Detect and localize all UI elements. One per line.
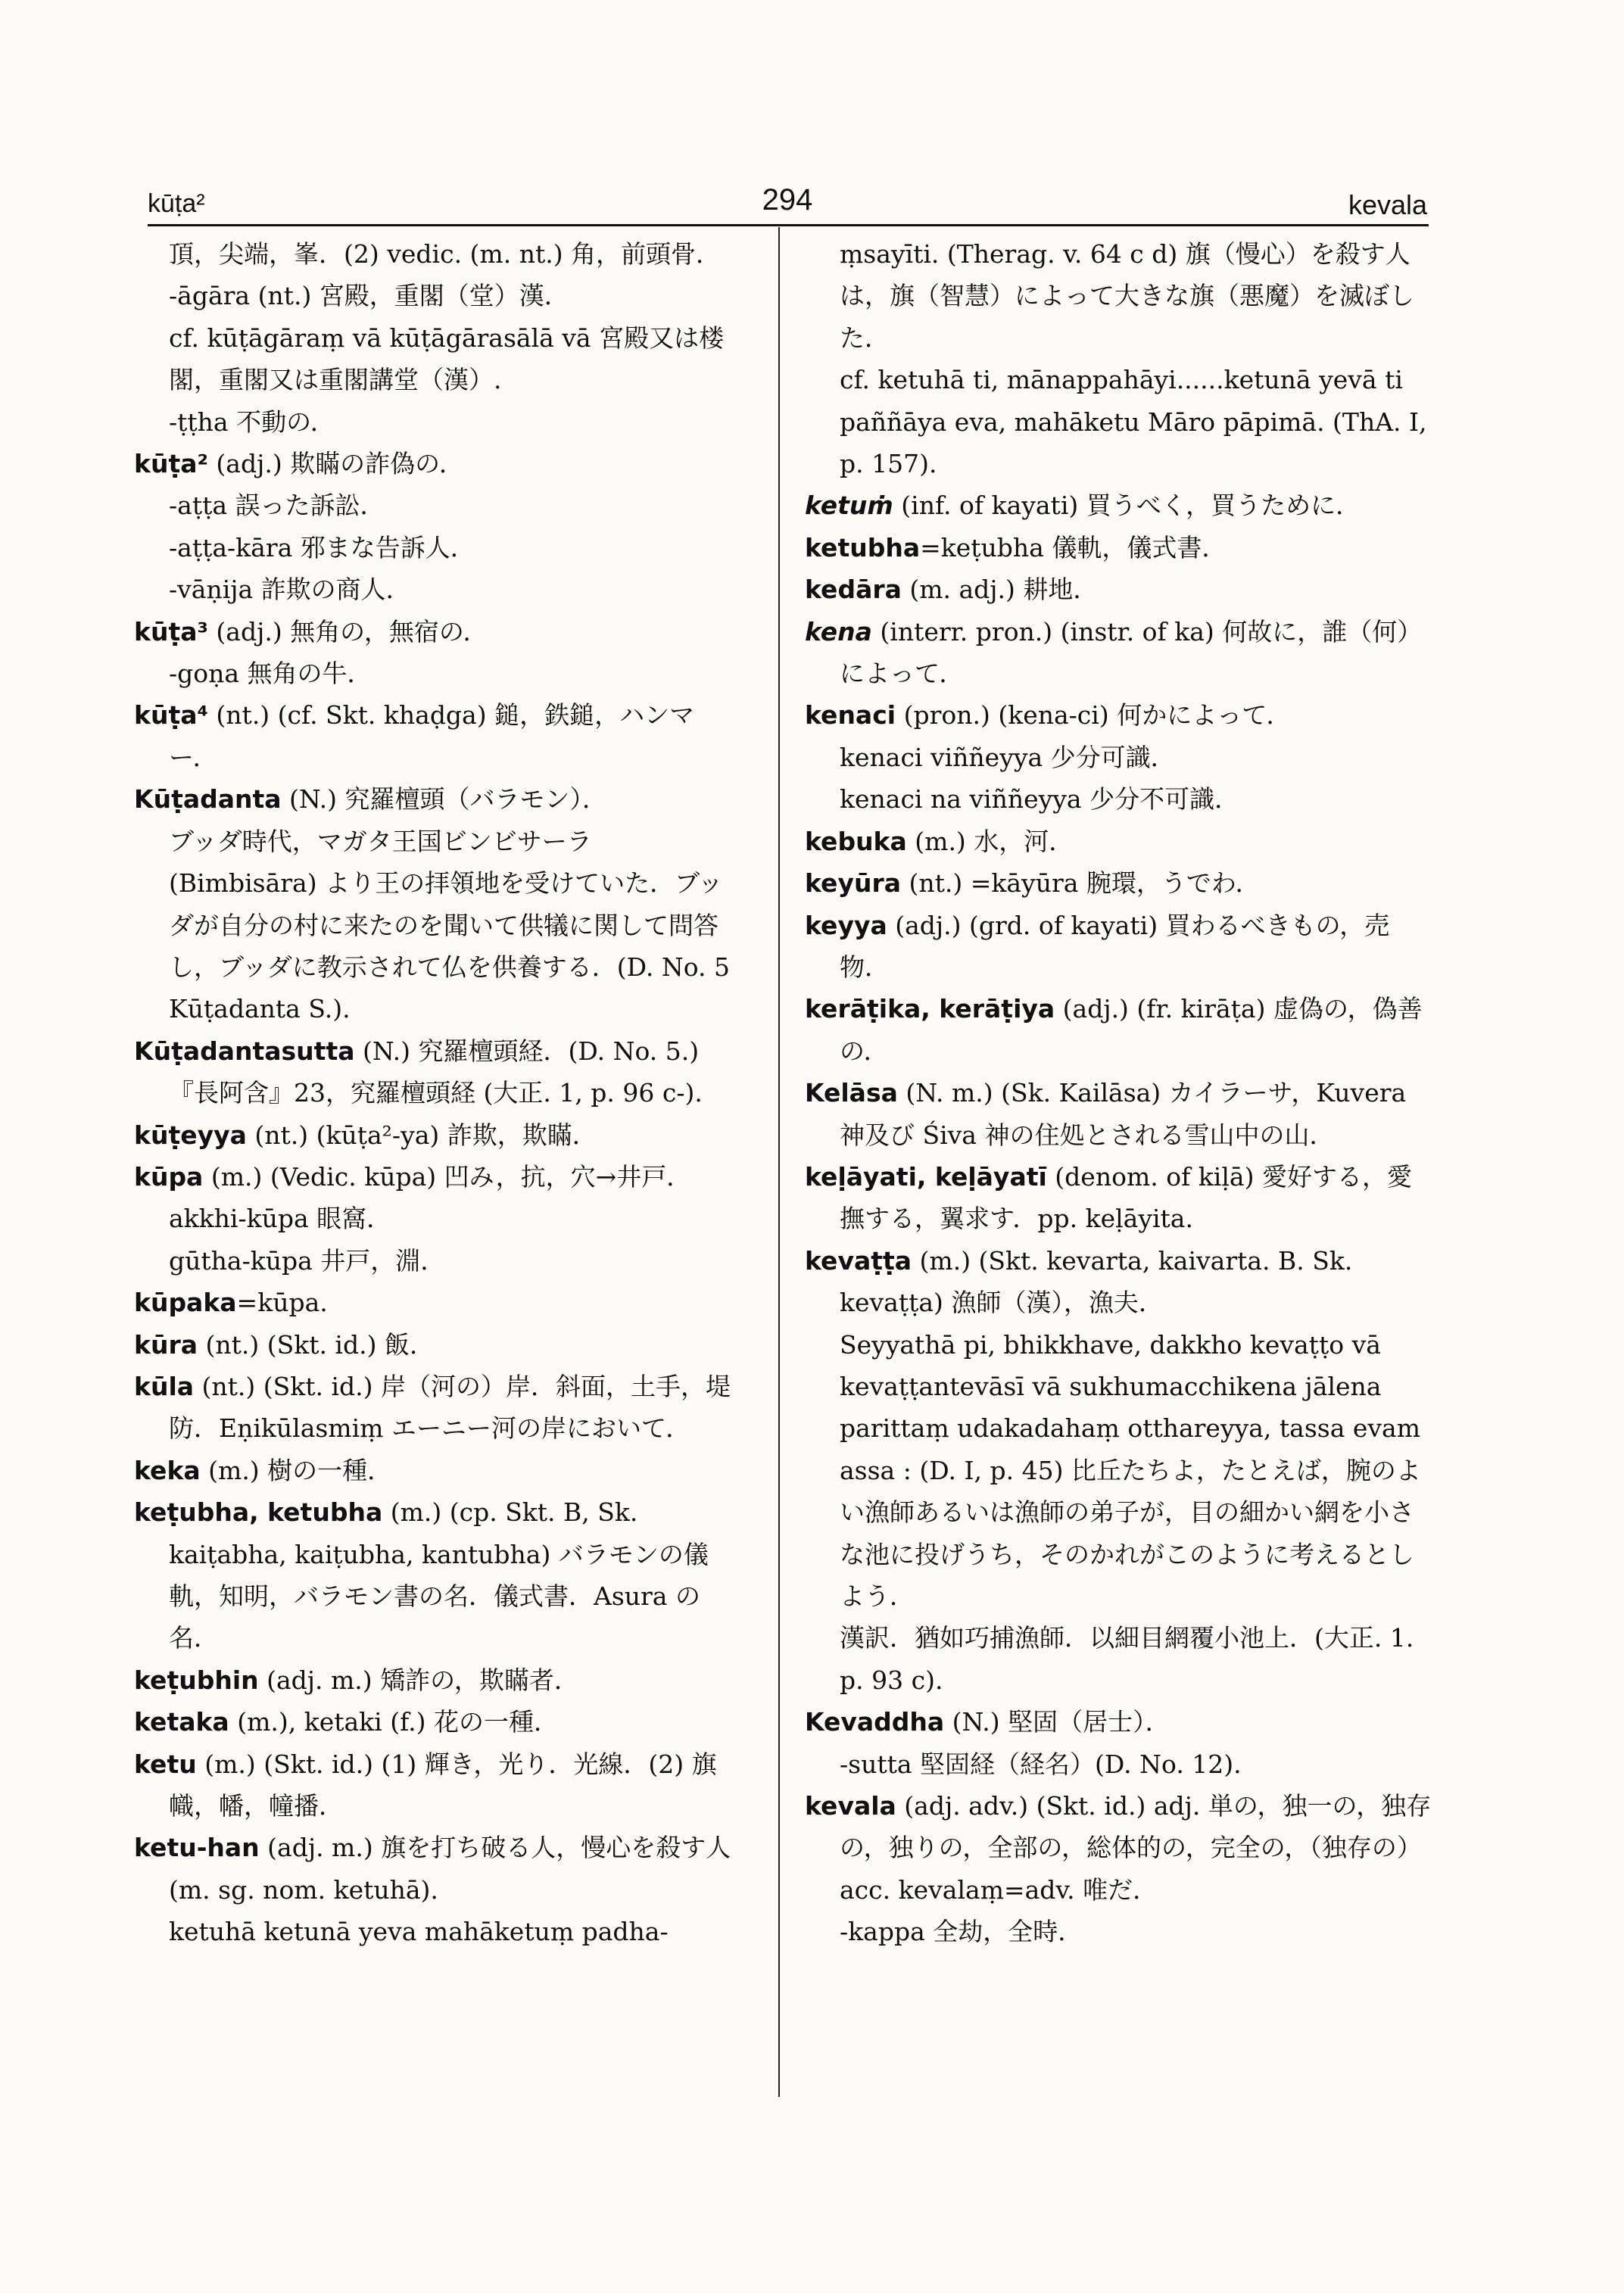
- entry-definition: (m.) 樹の一種．: [200, 1455, 393, 1485]
- entry-definition: (inf. of kayati) 買うべく，買うために．: [893, 491, 1361, 521]
- entry-headword: ketu: [134, 1749, 197, 1779]
- entry-definition: (N.) 究羅檀頭（バラモン）．: [281, 784, 608, 815]
- entry-definition: (nt.) (Skt. id.) 飯．: [197, 1329, 435, 1360]
- dictionary-entry: [805, 569, 1433, 610]
- entry-headword: keyya: [805, 910, 887, 940]
- dictionary-entry: [134, 1827, 740, 1911]
- entry-definition: (adj. m.) 矯詐の，欺瞞者．: [258, 1665, 579, 1695]
- header-right-guide-word: kevala: [1348, 189, 1427, 220]
- dictionary-entry: [805, 905, 1433, 989]
- entry-headword: ketubha: [805, 532, 921, 562]
- entry-headword: kūṭeyya: [134, 1120, 247, 1150]
- sub-entry: -kappa 全劫，全時．: [840, 1917, 1083, 1947]
- dictionary-entry: [134, 1156, 740, 1198]
- entry-definition: =keṭubha 儀軌，儀式書．: [920, 532, 1227, 562]
- entry-definition: (m.) 水，河．: [906, 826, 1074, 856]
- entry-definition: (N.) 堅固（居士）．: [944, 1707, 1170, 1737]
- sub-entry: -sutta 堅固経（経名）(D. No. 12).: [840, 1749, 1242, 1779]
- dictionary-entry: [805, 527, 1433, 569]
- dictionary-entry: [134, 1366, 740, 1450]
- entry-definition: (N.) 究羅檀頭経．(D. No. 5.)『長阿含』23，究羅檀頭経 (大正. 1, p. 96 c-).: [169, 1036, 703, 1108]
- entry-headword: kedāra: [805, 575, 902, 605]
- sub-entry: kenaci na viññeyya 少分不可識．: [840, 784, 1240, 815]
- entry-definition: (adj.) (grd. of kayati) 買わるべきもの，売物．: [840, 910, 1390, 982]
- entry-definition: (adj. adv.) (Skt. id.) adj. 単の，独一の，独存の，独りの，全部の，総体的の，完全の，（独存の）acc. kevalaṃ=adv. 唯だ．: [840, 1791, 1432, 1905]
- entry-definition: (m.) (Skt. id.) (1) 輝き，光り．光線．(2) 旗幟，幡，幢播．: [169, 1749, 717, 1821]
- dictionary-entry: [805, 1701, 1433, 1743]
- dictionary-entry: [134, 694, 740, 778]
- sub-entry: -aṭṭa-kāra 邪まな告訴人．: [169, 532, 475, 562]
- entry-headword: kūpa: [134, 1161, 204, 1192]
- entry-continuation: ブッダ時代，マガタ王国ビンビサーラ (Bimbisāra) より王の拝領地を受けていた．ブッダが自分の村に来たのを聞いて供犠に関して問答し，ブッダに教示されて仏を供養する．(D. No. 5 Kūṭadanta S.).: [169, 826, 730, 1024]
- entry-continuation: Seyyathā pi, bhikkhave, dakkho kevaṭṭo vā kevaṭṭantevāsī vā sukhumacchikena jālena parittaṃ udakadahaṃ otthareyya, tassa evam assa : (D. I, p. 45) 比丘たちよ，たとえば，腕のよい漁師あるいは漁師の弟子が，目の細かい網を小さな池に投げうち，そのかれがこのように考えるとしよう．: [840, 1329, 1421, 1611]
- sub-entry: gūtha-kūpa 井戸，淵．: [169, 1245, 446, 1276]
- dictionary-entry: [134, 611, 740, 653]
- entry-definition: (pron.) (kena-ci) 何かによって．: [896, 700, 1292, 731]
- entry-headword: kūṭa⁴: [134, 700, 208, 731]
- entry-headword: kena: [805, 616, 872, 646]
- dictionary-entry: [134, 778, 740, 820]
- entry-headword: kūṭa³: [134, 616, 208, 646]
- entry-definition: (interr. pron.) (instr. of ka) 何故に，誰（何）によって．: [840, 616, 1423, 689]
- dictionary-entry: [805, 1785, 1433, 1911]
- dictionary-entry: [805, 821, 1433, 862]
- sub-entry: -aṭṭa 誤った訴訟．: [169, 491, 385, 521]
- dictionary-entry: [134, 1701, 740, 1743]
- entry-headword: ketuṁ: [805, 491, 893, 521]
- dictionary-entry: [134, 1659, 740, 1701]
- dictionary-entry: [805, 988, 1433, 1072]
- entry-headword: kevaṭṭa: [805, 1245, 912, 1276]
- entry-definition: (adj.) (fr. kirāṭa) 虚偽の，偽善の．: [840, 994, 1423, 1066]
- entry-definition: (nt.) (cf. Skt. khaḍga) 鎚，鉄鎚，ハンマー．: [169, 700, 695, 772]
- entry-definition: (adj.) 欺瞞の詐偽の．: [207, 449, 464, 479]
- entry-definition: (m.) (cp. Skt. B, Sk. kaiṭabha, kaiṭubha, kantubha) バラモンの儀軌，知明，バラモン書の名．儀式書．Asura の名．: [169, 1497, 709, 1653]
- dictionary-entry: [134, 1491, 740, 1659]
- entry-continuation: 頂，尖端，峯．(2) vedic. (m. nt.) 角，前頭骨．: [169, 239, 722, 269]
- entry-headword: kūra: [134, 1329, 198, 1360]
- entry-definition: (N. m.) (Sk. Kailāsa) カイラーサ，Kuvera 神及び Śiva 神の住処とされる雪山中の山．: [840, 1078, 1407, 1150]
- entry-headword: Kevaddha: [805, 1707, 945, 1737]
- entry-definition: (nt.) =kāyūra 腕環，うでわ．: [901, 868, 1261, 899]
- entry-headword: keka: [134, 1455, 201, 1485]
- sub-entry: kenaci viññeyya 少分可識．: [840, 742, 1176, 772]
- entry-headword: Kūṭadantasutta: [134, 1036, 355, 1066]
- header-left-guide-word: kūṭa²: [148, 189, 205, 218]
- dictionary-entry: [134, 1743, 740, 1827]
- dictionary-entry: [805, 694, 1433, 736]
- sub-entry: cf. kūṭāgāraṃ vā kūṭāgārasālā vā 宮殿又は楼閣，重閣又は重閣講堂（漢）.: [169, 322, 725, 395]
- entry-headword: keyūra: [805, 868, 901, 899]
- entry-definition: (nt.) (Skt. id.) 岸（河の）岸．斜面，土手，堤防．Eṇikūlasmiṃ エーニー河の岸において．: [169, 1371, 731, 1444]
- entry-definition: (m.) (Vedic. kūpa) 凹み，抗，穴→井戸．: [203, 1161, 692, 1192]
- dictionary-entry: [134, 1114, 740, 1156]
- entry-headword: Kūṭadanta: [134, 784, 282, 815]
- entry-headword: kerāṭika, kerāṭiya: [805, 994, 1055, 1024]
- dictionary-entry: [805, 611, 1433, 695]
- sub-entry: ketuhā ketunā yeva mahāketuṃ padha-: [169, 1917, 669, 1947]
- dictionary-entry: [134, 1450, 740, 1491]
- right-column: [805, 233, 1433, 1953]
- dictionary-entry: [805, 1072, 1433, 1156]
- entry-headword: kebuka: [805, 826, 907, 856]
- dictionary-entry: [805, 484, 1433, 526]
- entry-headword: kūṭa²: [134, 449, 208, 479]
- sub-entry: akkhi-kūpa 眼窩．: [169, 1204, 392, 1234]
- dictionary-entry: [805, 862, 1433, 904]
- entry-definition: (adj.) 無角の，無宿の．: [207, 616, 488, 646]
- entry-headword: keṭubhin: [134, 1665, 259, 1695]
- entry-headword: Kelāsa: [805, 1078, 898, 1108]
- entry-definition: (m.) (Skt. kevarta, kaivarta. B. Sk. kevaṭṭa) 漁師（漢），漁夫．: [840, 1245, 1353, 1318]
- dictionary-entry: [134, 1030, 740, 1114]
- entry-continuation: 漢訳．猶如巧捕漁師．以細目網覆小池上．(大正. 1. p. 93 c).: [840, 1623, 1414, 1695]
- entry-definition: =kūpa.: [236, 1288, 328, 1318]
- entry-definition: (denom. of kiḷā) 愛好する，愛撫する，翼求す．pp. keḷāyita.: [840, 1161, 1412, 1234]
- sub-entry: -vāṇija 詐欺の商人．: [169, 575, 411, 605]
- page-header: [148, 173, 1427, 226]
- dictionary-entry: [805, 1240, 1433, 1324]
- column-divider: [778, 227, 780, 2097]
- entry-headword: ketu-han: [134, 1833, 260, 1863]
- dictionary-entry: [134, 1282, 740, 1323]
- sub-entry: cf. ketuhā ti, mānappahāyi......ketunā yevā ti paññāya eva, mahāketu Māro pāpimā. (ThA. I, p. 157).: [840, 365, 1427, 479]
- entry-headword: ketaka: [134, 1707, 229, 1737]
- entry-definition: (m.), ketaki (f.) 花の一種．: [229, 1707, 559, 1737]
- entry-definition: (m. adj.) 耕地．: [901, 575, 1099, 605]
- page-number: 294: [762, 183, 813, 217]
- dictionary-entry: [805, 1156, 1433, 1240]
- entry-headword: keḷāyati, keḷāyatī: [805, 1161, 1047, 1192]
- entry-headword: kenaci: [805, 700, 896, 731]
- entry-definition: (adj. m.) 旗を打ち破る人，慢心を殺す人 (m. sg. nom. ketuhā).: [169, 1833, 731, 1905]
- entry-headword: kūla: [134, 1371, 195, 1401]
- entry-headword: kevala: [805, 1791, 896, 1821]
- sub-entry: -goṇa 無角の牛．: [169, 659, 372, 689]
- entry-headword: kūpaka: [134, 1288, 237, 1318]
- left-column: [134, 233, 740, 1953]
- entry-headword: keṭubha, ketubha: [134, 1497, 383, 1528]
- dictionary-entry: [134, 1324, 740, 1366]
- header-rule: [148, 224, 1429, 226]
- sub-entry: -ṭṭha 不動の．: [169, 407, 335, 437]
- entry-definition: (nt.) (kūṭa²-ya) 詐欺，欺瞞．: [246, 1120, 597, 1150]
- sub-entry: -āgāra (nt.) 宮殿，重閣（堂）漢．: [169, 281, 569, 311]
- entry-continuation: ṃsayīti. (Therag. v. 64 c d) 旗（慢心）を殺す人は，旗（智慧）によって大きな旗（悪魔）を滅ぼした．: [840, 239, 1414, 353]
- dictionary-entry: [134, 443, 740, 484]
